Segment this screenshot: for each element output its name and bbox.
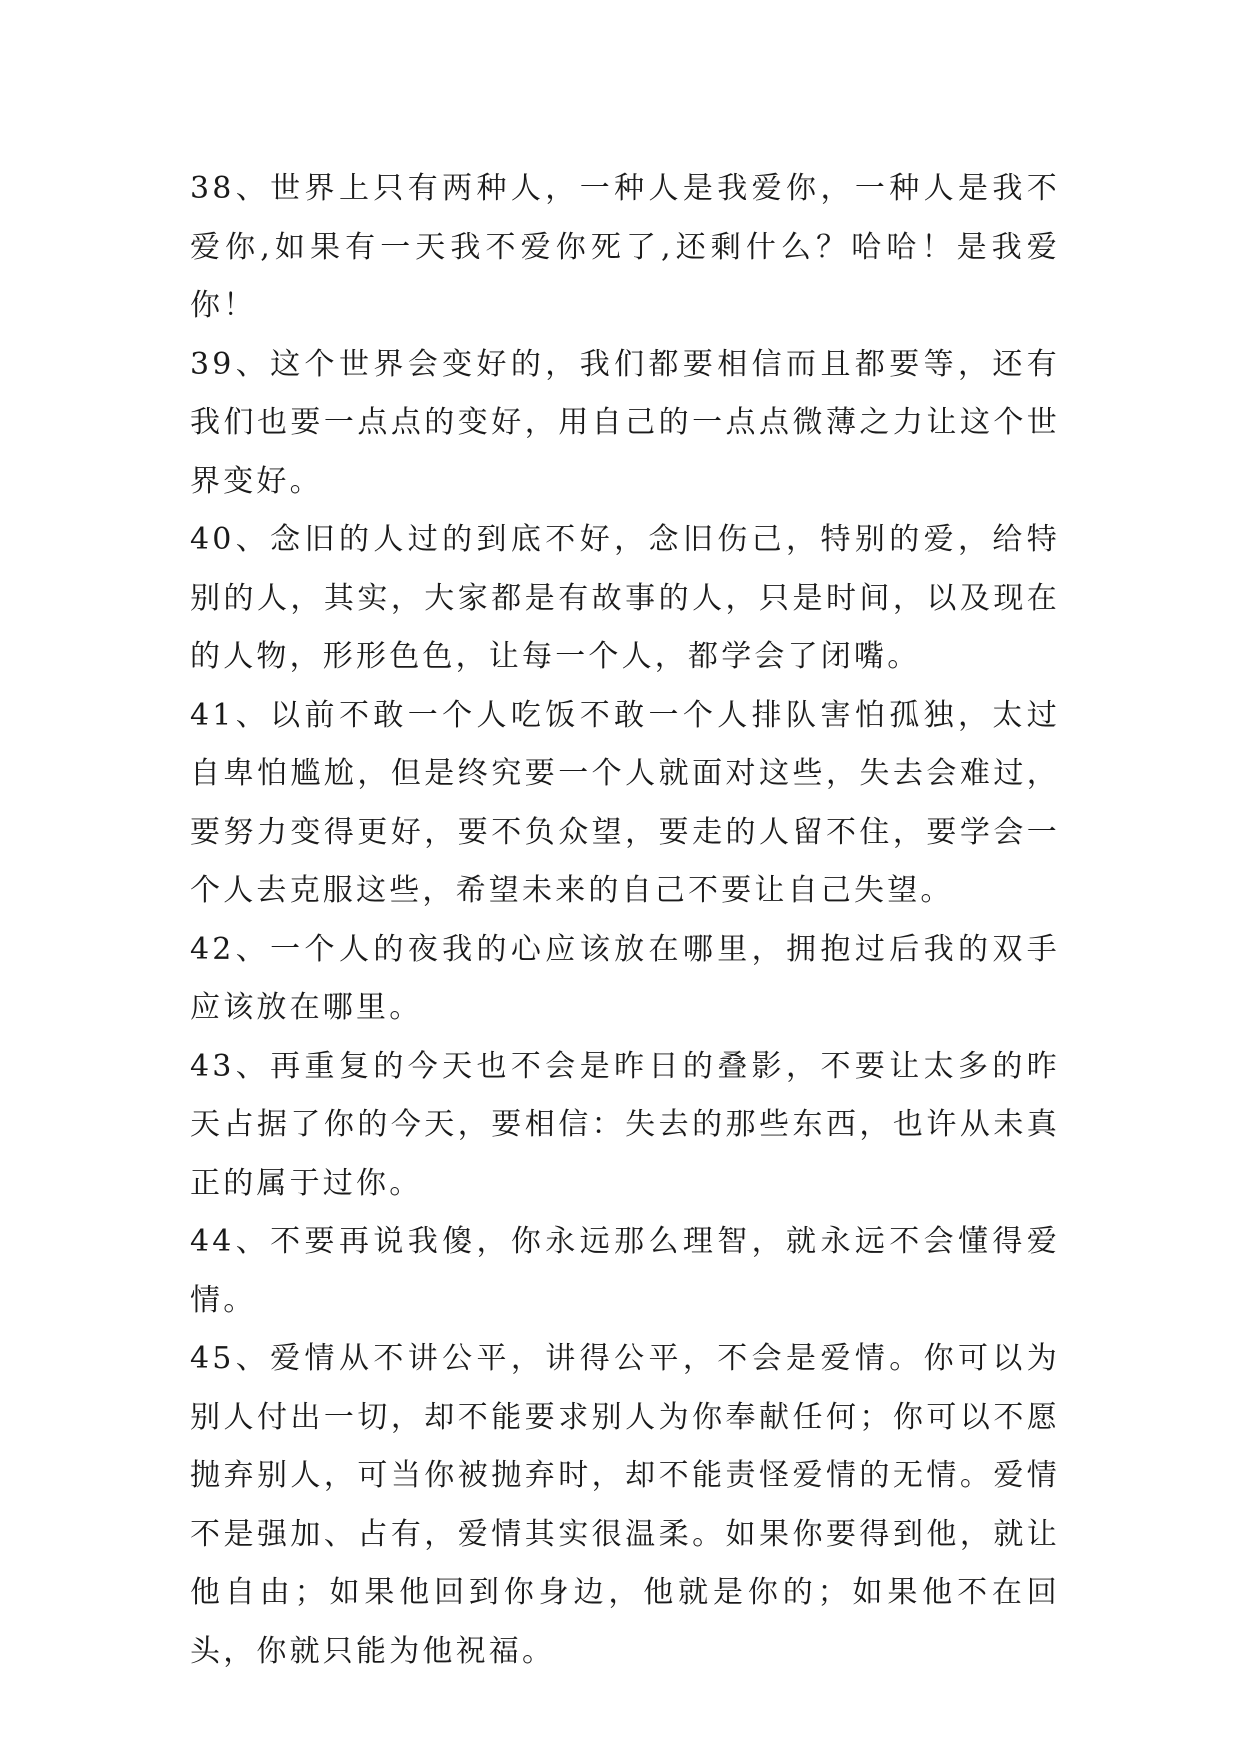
entry-44: 44、不要再说我傻，你永远那么理智，就永远不会懂得爱情。 bbox=[190, 1224, 1060, 1318]
entry-45: 45、爱情从不讲公平，讲得公平，不会是爱情。你可以为别人付出一切，却不能要求别人为你奉献任何；你可以不愿抛弃别人，可当你被抛弃时，却不能责怪爱情的无情。爱情不是强加、占有，爱情其实很温柔。如果你要得到他，就让他自由；如果他回到你身边，他就是你的；如果他不在回头，你就只能为他祝福。 bbox=[190, 1341, 1060, 1669]
entry-42: 42、一个人的夜我的心应该放在哪里，拥抱过后我的双手应该放在哪里。 bbox=[190, 931, 1060, 1025]
entry-43: 43、再重复的今天也不会是昨日的叠影，不要让太多的昨天占据了你的今天，要相信：失去的那些东西，也许从未真正的属于过你。 bbox=[190, 1048, 1060, 1201]
entry-38: 38、世界上只有两种人，一种人是我爱你，一种人是我不爱你,如果有一天我不爱你死了,还剩什么？哈哈！是我爱你！ bbox=[190, 171, 1060, 323]
document-body bbox=[190, 160, 1060, 1681]
entry-40: 40、念旧的人过的到底不好，念旧伤己，特别的爱，给特别的人，其实，大家都是有故事的人，只是时间，以及现在的人物，形形色色，让每一个人，都学会了闭嘴。 bbox=[190, 522, 1060, 674]
entry-39: 39、这个世界会变好的，我们都要相信而且都要等，还有我们也要一点点的变好，用自己的一点点微薄之力让这个世界变好。 bbox=[190, 346, 1060, 499]
entry-41: 41、以前不敢一个人吃饭不敢一个人排队害怕孤独，太过自卑怕尴尬，但是终究要一个人就面对这些，失去会难过，要努力变得更好，要不负众望，要走的人留不住，要学会一个人去克服这些，希望未来的自己不要让自己失望。 bbox=[190, 697, 1060, 908]
